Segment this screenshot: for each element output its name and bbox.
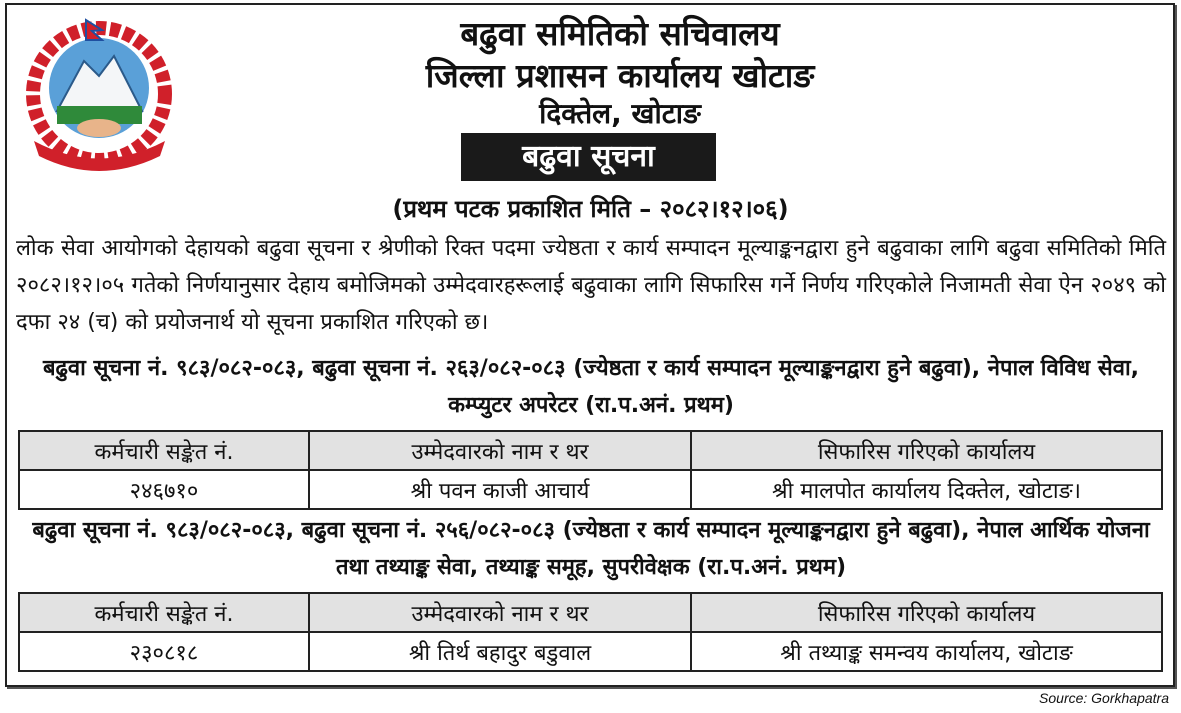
notice-paragraph: लोक सेवा आयोगको देहायको बढुवा सूचना र श्रेणीको रिक्त पदमा ज्येष्ठता र कार्य सम्पादन मूल्याङ्कनद्वारा हुने बढुवाका लागि बढुवा समितिको मिति २०८२।१२।०५ गतेको निर्णयानुसार देहाय बमोजिमको उम्मेदवारहरूलाई बढुवाका लागि सिफारिस गर्ने निर्णय गरिएकोले निजामती सेवा ऐन २०४९ को दफा २४ (च) को प्रयोजनार्थ यो सूचना प्रकाशित गरिएको छ। [16, 236, 1166, 335]
column-header: उम्मेदवारको नाम र थर [309, 431, 691, 470]
committee-title: बढुवा समितिको सचिवालय [460, 14, 780, 53]
table-header-row [19, 431, 1162, 470]
recommendation-table [18, 430, 1163, 510]
candidate-name: श्री पवन काजी आचार्य [309, 470, 691, 509]
section-heading: बढुवा सूचना नं. ९८३/०८२-०८३, बढुवा सूचना नं. २६३/०८२-०८३ (ज्येष्ठता र कार्य सम्पादन मूल्याङ्कनद्वारा हुने बढुवा), नेपाल विविध सेवा, कम्प्युटर अपरेटर (रा.प.अनं. प्रथम) [42, 356, 1140, 418]
nepal-emblem-icon [22, 16, 177, 171]
section-heading: बढुवा सूचना नं. ९८३/०८२-०८३, बढुवा सूचना नं. २५६/०८२-०८३ (ज्येष्ठता र कार्य सम्पादन मूल्याङ्कनद्वारा हुने बढुवा), नेपाल आर्थिक योजना तथा तथ्याङ्क सेवा, तथ्याङ्क समूह, सुपरीवेक्षक (रा.प.अनं. प्रथम) [32, 518, 1150, 580]
table-row [19, 470, 1162, 509]
column-header: कर्मचारी सङ्केत नं. [19, 431, 309, 470]
candidate-name: श्री तिर्थ बहादुर बडुवाल [309, 632, 691, 671]
recommended-office: श्री मालपोत कार्यालय दिक्तेल, खोटाङ। [691, 470, 1162, 509]
column-header: सिफारिस गरिएको कार्यालय [691, 593, 1162, 632]
office-location: दिक्तेल, खोटाङ [539, 97, 701, 130]
recommended-office: श्री तथ्याङ्क समन्वय कार्यालय, खोटाङ [691, 632, 1162, 671]
table-row [19, 632, 1162, 671]
column-header: कर्मचारी सङ्केत नं. [19, 593, 309, 632]
employee-code: २४६७१० [19, 470, 309, 509]
source-credit: Source: Gorkhapatra [1039, 690, 1169, 706]
recommendation-table [18, 592, 1163, 672]
publish-date: (प्रथम पटक प्रकाशित मिति – २०८२।१२।०६) [392, 195, 789, 223]
column-header: सिफारिस गरिएको कार्यालय [691, 431, 1162, 470]
employee-code: २३०८१८ [19, 632, 309, 671]
office-title: जिल्ला प्रशासन कार्यालय खोटाङ [425, 56, 815, 95]
table-header-row [19, 593, 1162, 632]
notice-title: बढुवा सूचना [461, 133, 716, 181]
column-header: उम्मेदवारको नाम र थर [309, 593, 691, 632]
